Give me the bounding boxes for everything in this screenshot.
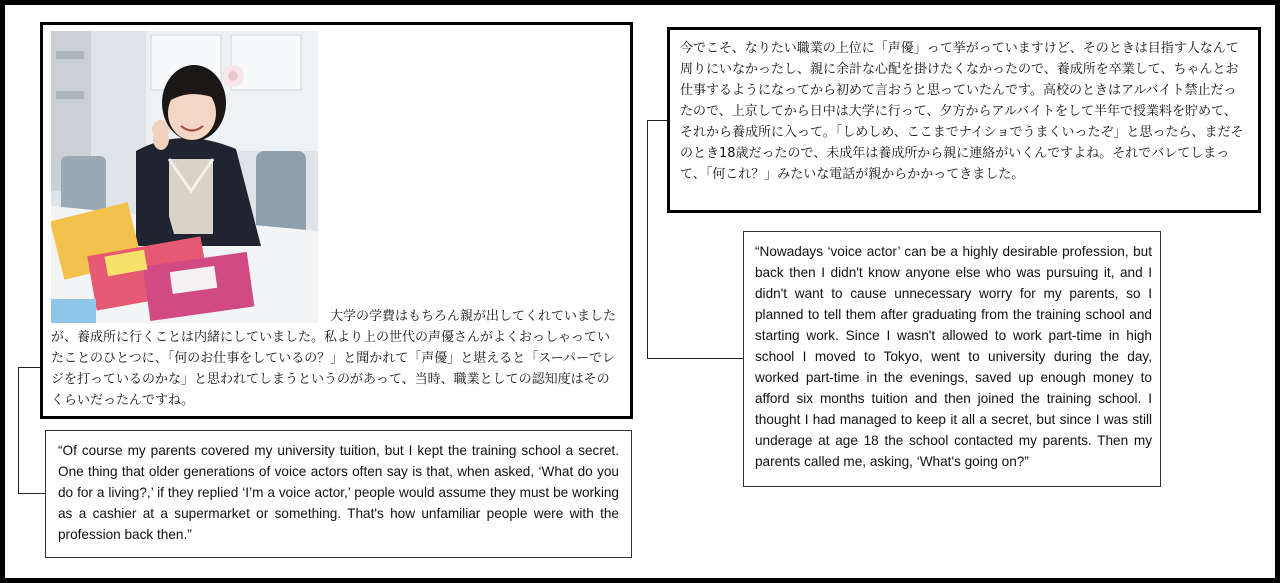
japanese-quote-box-right — [667, 27, 1261, 213]
connector-left — [18, 367, 19, 493]
connector-left-bottom — [18, 493, 46, 494]
japanese-quote-right: 今でこそ、なりたい職業の上位に「声優」って挙がっていますけど、そのときは目指す人なんて周りにいなかったし、親に余計な心配を掛けたくなかったので、養成所を卒業して、ちゃんとお仕事するようになってから初めて言おうと思っていたんです。高校のときはアルバイト禁止だったので、上京してから日中は大学に行って、夕方からアルバイトをして半年で授業料を貯めて、それから養成所に入って。「しめしめ、ここまでナイショでうまくいったぞ」と思ったら、まだそのとき18歳だったので、未成年は養成所から親に連絡がいくんですよね。それでバレてしまって、「何これ？」みたいな電話が親からかかってきました。 — [680, 41, 1244, 182]
english-translation-box-left — [45, 430, 632, 558]
interview-photo-illustration — [51, 31, 318, 323]
japanese-quote-left: 大学の学費はもちろん親が出してくれていましたが、養成所に行くことは内緒にしていました。私より上の世代の声優さんがよくおっしゃっていたことのひとつに、「何のお仕事をしているの？」と聞かれて「声優」と堪えると「スーパーでレジを打っているのかな」と思われてしまうというのがあって、当時、職業としての認知度はそのくらいだったんですね。 — [51, 309, 617, 408]
connector-left-top — [18, 367, 41, 368]
interview-photo — [51, 31, 318, 323]
english-translation-left: “Of course my parents covered my university tuition, but I kept the training school a secret. One thing that older generations of voice actors often say is that, when asked, ‘What do you do for a living?,’ if they replied ‘I’m a voice actor,’ people would assume they must be working as a cashier at a supermarket or something. That's how unfamiliar people were with the profession back then.” — [58, 443, 619, 542]
connector-right-top — [647, 120, 668, 121]
connector-right-bottom — [647, 358, 744, 359]
english-translation-box-right — [743, 231, 1161, 487]
japanese-quote-box-left — [40, 22, 633, 419]
english-translation-right: “Nowadays ‘voice actor’ can be a highly desirable profession, but back then I didn't know anyone else who was pursuing it, and I didn't want to cause unnecessary worry for my parents, so I planned to tell them after graduating from the training school and starting work. Since I wasn't allowed to work part-time in high school I moved to Tokyo, went to university during the day, worked part-time in the evenings, saved up enough money to afford six months tuition and then joined the training school. I thought I had managed to keep it all a secret, but since I was still underage at age 18 the school contacted my parents. Then my parents called me, asking, ‘What's going on?” — [755, 244, 1152, 469]
connector-right — [647, 120, 648, 358]
text-spacer — [335, 31, 620, 306]
